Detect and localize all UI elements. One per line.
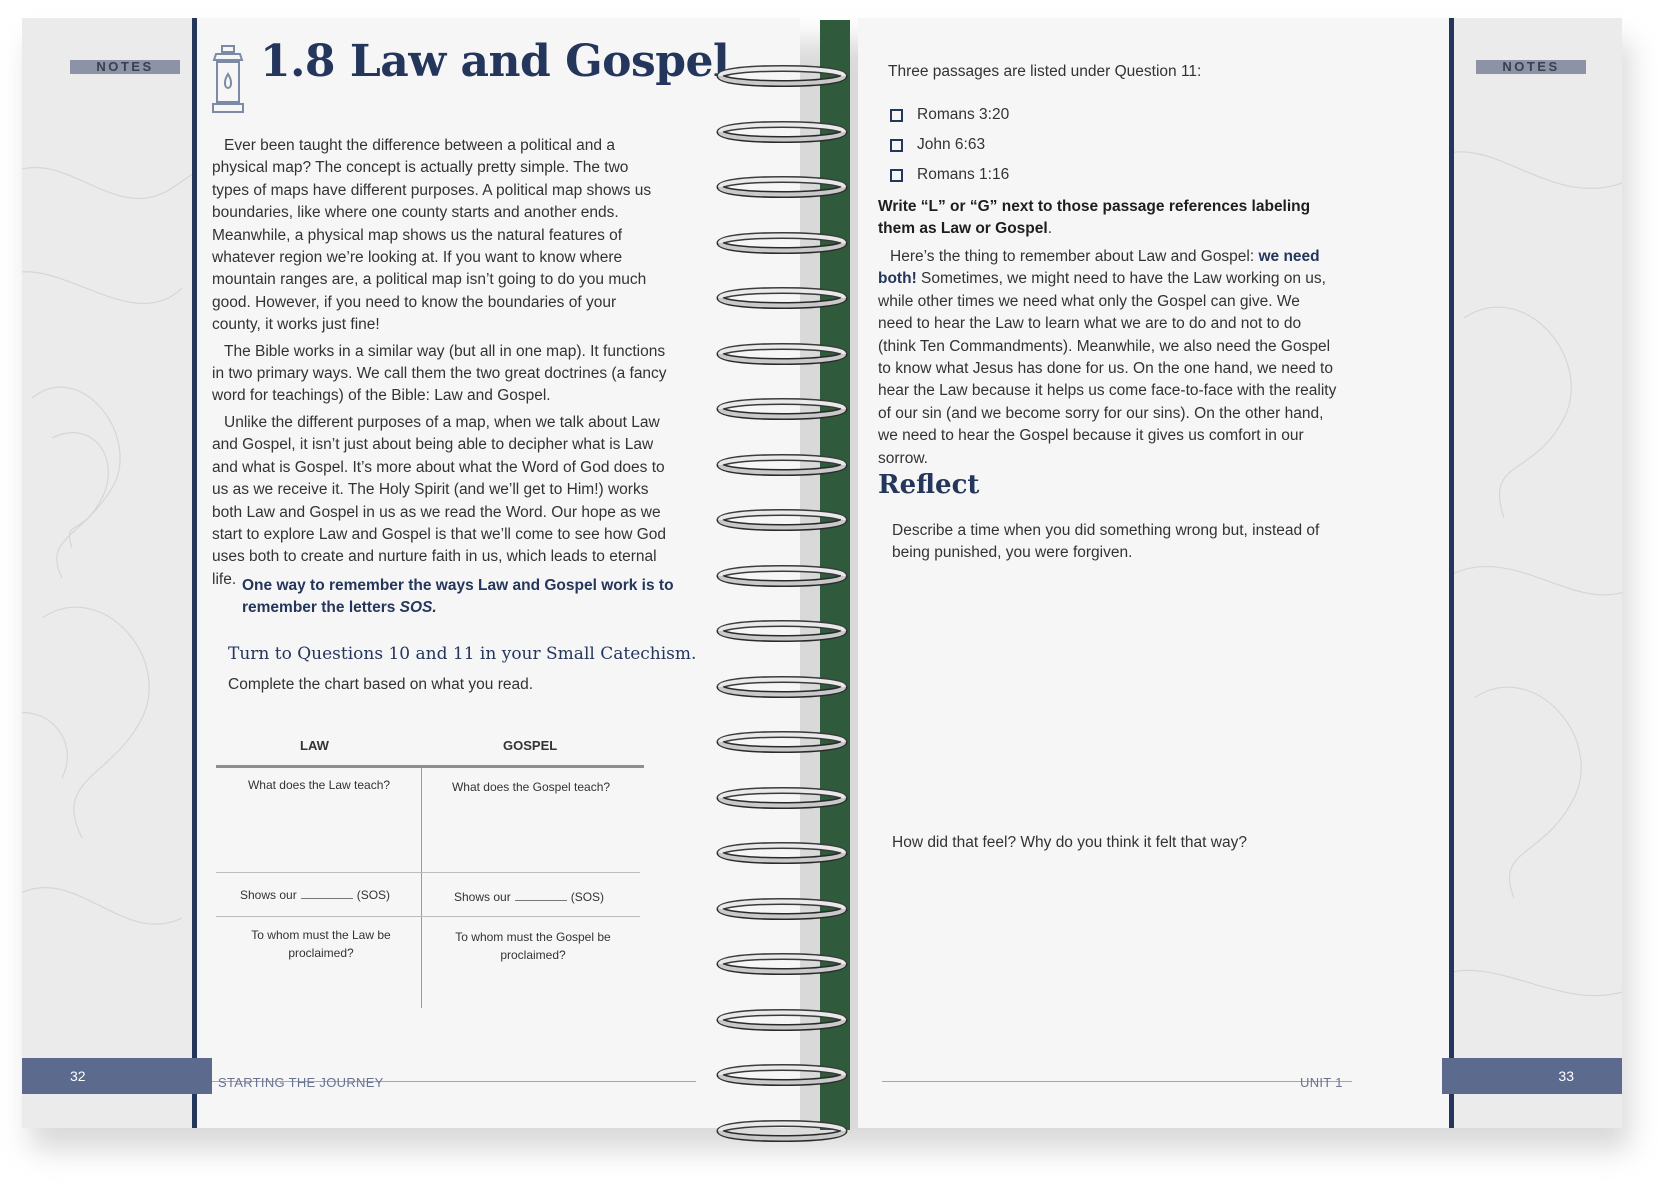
law-teach-cell: What does the Law teach?: [247, 778, 391, 792]
chart-header-rule: [216, 765, 644, 768]
binding-coil: [712, 506, 852, 534]
footer-rule: [882, 1081, 1352, 1082]
notes-label: NOTES: [70, 60, 180, 74]
binding-coil: [712, 118, 852, 146]
notes-margin: [1454, 18, 1622, 1128]
checkbox-icon[interactable]: [890, 169, 903, 182]
paragraph-rest: Sometimes, we might need to have the Law working on us, while other times we need what only the Gospel can give. We need to hear the Law to learn what we are to do and not to do (think Ten Commandments). Meanwhile, we also need the Gospel to know what Jesus has done for us. On the one hand, we need to hear the Law because it helps us come face-to-face with the reality of our sin (and we become sorry for our sins). On the other hand, we need to hear the Gospel because it gives us comfort in our sorrow.: [878, 270, 1337, 467]
chart-divider: [421, 768, 422, 1008]
topographic-pattern: [1454, 18, 1622, 1128]
passage-label: Romans 3:20: [917, 106, 1010, 123]
binding-coil: [712, 62, 852, 90]
passage-item[interactable]: [890, 160, 1009, 190]
running-footer: UNIT 1: [1300, 1075, 1343, 1090]
sos-label: (SOS): [356, 888, 391, 902]
binding-coil: [712, 895, 852, 923]
binding-coil: [712, 617, 852, 645]
passage-label: John 6:63: [917, 136, 986, 153]
fill-in-blank[interactable]: [515, 889, 567, 901]
reflect-question-2: How did that feel? Why do you think it felt that way?: [892, 834, 1247, 851]
binding-coil: [712, 173, 852, 201]
law-shows-cell: [240, 886, 410, 904]
paragraph-emphasis: we need both!: [878, 248, 1320, 288]
chart-row-rule: [216, 916, 640, 917]
shows-our-label: Shows our: [240, 888, 297, 902]
binding-coil: [712, 673, 852, 701]
binding-coil: [712, 340, 852, 368]
passage-item[interactable]: [890, 130, 1009, 160]
binding-coil: [712, 284, 852, 312]
paragraph: Ever been taught the difference between a political and a physical map? The concept is actually pretty simple. The two types of maps have different purposes. A political map shows us boundaries, like where one county starts and another ends. Meanwhile, a physical map shows us the natural features of whatever region we’re looking at. If you want to know where mountain ranges are, a political map isn’t going to do you much good. However, if you need to know the boundaries of your county, it works just fine!: [212, 137, 652, 334]
law-proclaim-cell: To whom must the Law be proclaimed?: [251, 928, 391, 960]
margin-rule: [192, 18, 197, 1128]
gospel-shows-cell: [454, 888, 624, 906]
paragraph: The Bible works in a similar way (but all in one map). It functions in two primary ways. We call them the two great doctrines (a fancy word for teachings) of the Bible: Law and Gospel.: [212, 342, 667, 405]
notes-margin: [22, 18, 192, 1128]
binding-coil: [712, 950, 852, 978]
binding-coil: [712, 1117, 852, 1145]
callout-emphasis: SOS.: [399, 599, 437, 616]
shows-our-label: Shows our: [454, 890, 511, 904]
chart-row-rule: [216, 872, 640, 873]
binding-coil: [712, 229, 852, 257]
gospel-teach-cell: What does the Gospel teach?: [451, 780, 611, 794]
reflect-question-1: Describe a time when you did something wrong but, instead of being punished, you were forgiven.: [892, 522, 1320, 562]
passage-item[interactable]: [890, 100, 1009, 130]
labeling-instruction: [878, 196, 1338, 241]
reflect-heading: Reflect: [878, 470, 980, 500]
lantern-icon: [208, 42, 248, 118]
chart-instruction: Complete the chart based on what you read.: [228, 676, 534, 693]
fill-in-blank[interactable]: [301, 887, 353, 899]
page-number: 32: [22, 1058, 212, 1094]
turn-to-instruction: Turn to Questions 10 and 11 in your Small Catechism.: [228, 644, 697, 664]
margin-rule: [1449, 18, 1454, 1128]
passages-intro: Three passages are listed under Question 11:: [888, 63, 1202, 80]
binding-coil: [712, 1061, 852, 1089]
passage-checklist: [890, 100, 1009, 190]
notes-label: NOTES: [1476, 60, 1586, 74]
sos-callout: [242, 575, 682, 619]
page-number: 33: [1442, 1058, 1622, 1094]
gospel-column-header: GOSPEL: [503, 738, 558, 753]
binding-coil: [712, 839, 852, 867]
paragraph-start: Here’s the thing to remember about Law and Gospel:: [890, 248, 1259, 265]
binding-coil: [712, 784, 852, 812]
checkbox-icon[interactable]: [890, 109, 903, 122]
binding-coil: [712, 395, 852, 423]
binding-coil: [712, 562, 852, 590]
paragraph: Unlike the different purposes of a map, when we talk about Law and Gospel, it isn’t just about being able to decipher what is Law and what is Gospel. It’s more about what the Word of God does to us as we receive it. The Holy Spirit (and we’ll get to Him!) works both Law and Gospel in us as we read the Word. Our hope as we start to explore Law and Gospel is that we’ll come to see how God uses both to create and nurture faith in us, which leads to eternal life.: [212, 413, 667, 588]
gospel-proclaim-cell: To whom must the Gospel be proclaimed?: [455, 930, 611, 962]
sos-label: (SOS): [570, 890, 605, 904]
law-column-header: LAW: [300, 738, 329, 753]
binding-coil: [712, 1006, 852, 1034]
callout-text: One way to remember the ways Law and Gospel work is to remember the letters: [242, 577, 674, 616]
instruction-text: Write “L” or “G” next to those passage references labeling them as Law or Gospel: [878, 198, 1311, 238]
binding-coil: [712, 451, 852, 479]
intro-text: [212, 135, 668, 595]
instruction-end: .: [1047, 220, 1052, 238]
law-gospel-paragraph: [878, 246, 1338, 470]
page-title: 1.8 Law and Gospel: [260, 36, 730, 87]
passage-label: Romans 1:16: [917, 166, 1010, 183]
checkbox-icon[interactable]: [890, 139, 903, 152]
binding-coil: [712, 728, 852, 756]
topographic-pattern: [22, 18, 192, 1128]
running-footer: STARTING THE JOURNEY: [218, 1075, 384, 1090]
